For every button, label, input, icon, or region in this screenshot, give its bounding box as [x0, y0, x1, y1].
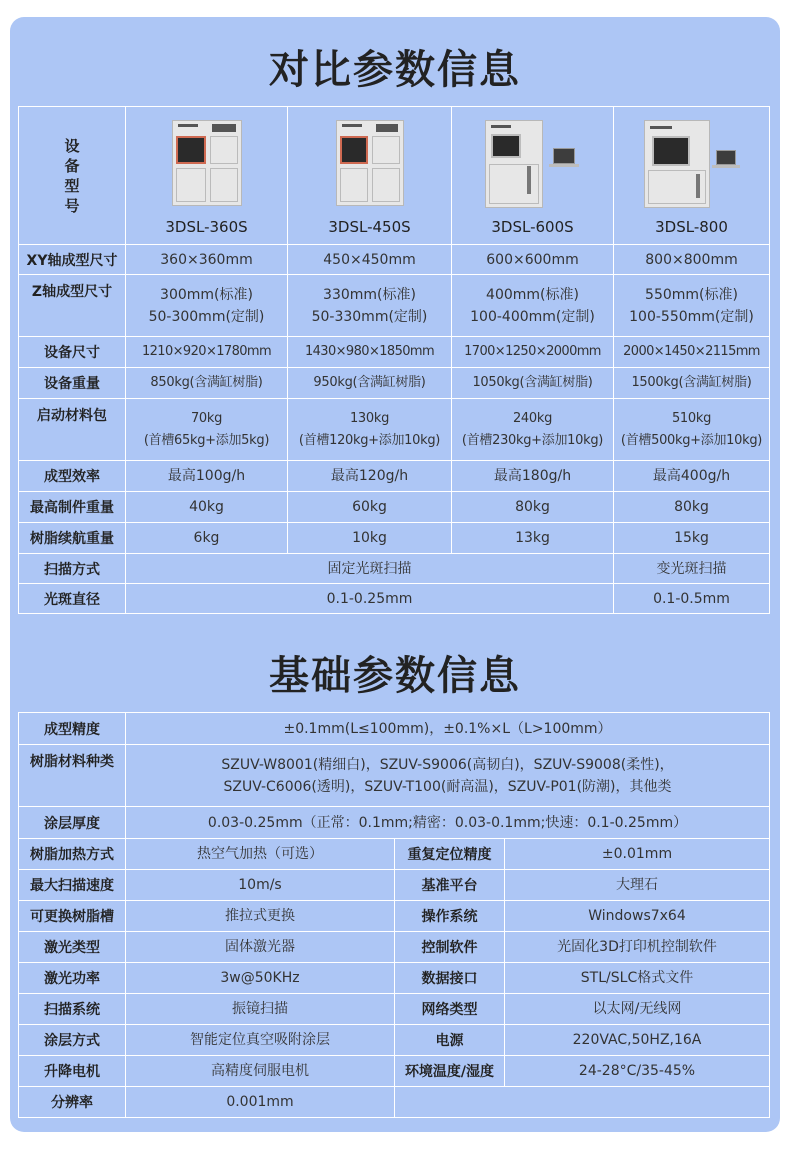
row-value: 0.1-0.25mm [126, 584, 614, 614]
row-label: XY轴成型尺寸 [19, 245, 126, 275]
row-value-line: 550mm(标准) [645, 286, 738, 303]
row-value: 0.001mm [126, 1087, 395, 1118]
model-name: 3DSL-360S [165, 217, 248, 236]
row-value-line: 300mm(标准) [160, 286, 253, 303]
spec-pair-row [19, 963, 770, 994]
row-label: 树脂续航重量 [19, 523, 126, 554]
section-title-basic: 基础参数信息 [269, 653, 521, 699]
row-value-line: 130kg [349, 410, 390, 426]
row-label: 激光类型 [19, 932, 126, 963]
row-value: 0.03-0.25mm（正常：0.1mm;精密：0.03-0.1mm;快速：0.1-0.25mm） [126, 807, 770, 839]
row-value: 最高120g/h [288, 461, 452, 492]
row-label: 扫描方式 [19, 554, 126, 584]
row-value: ±0.01mm [505, 839, 770, 870]
row-label: 可更换树脂槽 [19, 901, 126, 932]
row-value-line: (首槽120kg+添加10kg) [298, 432, 441, 448]
comparison-rows [19, 245, 770, 554]
row-value [614, 275, 770, 337]
row-value-line: (首槽500kg+添加10kg) [620, 432, 763, 448]
row-value-line: (首槽230kg+添加10kg) [461, 432, 604, 448]
row-value: 80kg [614, 492, 770, 523]
model-name: 3DSL-450S [328, 217, 411, 236]
row-value: 850kg(含满缸树脂) [126, 368, 288, 399]
scan-mode-row [19, 554, 770, 584]
row-label: 设备重量 [19, 368, 126, 399]
row-value: 最高180g/h [452, 461, 614, 492]
row-value: 2000×1450×2115mm [614, 337, 770, 368]
layer-row [19, 807, 770, 839]
row-value: 10m/s [126, 870, 395, 901]
row-label: 成型精度 [19, 713, 126, 745]
resolution-row [19, 1087, 770, 1118]
spec-row [19, 368, 770, 399]
row-value: 600×600mm [452, 245, 614, 275]
printer-image [485, 120, 581, 208]
row-label: 基准平台 [395, 870, 505, 901]
spec-pair-row [19, 870, 770, 901]
row-value-line: SZUV-W8001(精细白)，SZUV-S9006(高韧白)，SZUV-S9008(柔性)， [221, 756, 674, 773]
printer-image [336, 120, 404, 206]
row-value: 高精度伺服电机 [126, 1056, 395, 1087]
row-value: 40kg [126, 492, 288, 523]
row-value [288, 399, 452, 461]
row-value: 热空气加热（可选） [126, 839, 395, 870]
row-label: 最大扫描速度 [19, 870, 126, 901]
row-value: 15kg [614, 523, 770, 554]
row-value [126, 745, 770, 807]
model-row [19, 107, 770, 245]
row-label: 控制软件 [395, 932, 505, 963]
spec-row [19, 399, 770, 461]
row-value-line: 70kg [190, 410, 223, 426]
row-label: 扫描系统 [19, 994, 126, 1025]
precision-row [19, 713, 770, 745]
row-value: 1500kg(含满缸树脂) [614, 368, 770, 399]
row-value: 10kg [288, 523, 452, 554]
row-value-line: 50-330mm(定制) [311, 308, 428, 325]
row-value-line: 510kg [671, 410, 712, 426]
row-label: 启动材料包 [19, 399, 126, 461]
printer-image [172, 120, 242, 206]
row-value: 变光斑扫描 [614, 554, 770, 584]
row-value: 大理石 [505, 870, 770, 901]
row-label: 网络类型 [395, 994, 505, 1025]
spec-row [19, 245, 770, 275]
spec-pair-row [19, 901, 770, 932]
row-value: 450×450mm [288, 245, 452, 275]
row-value [288, 275, 452, 337]
row-value: STL/SLC格式文件 [505, 963, 770, 994]
row-value [452, 399, 614, 461]
row-value: 1700×1250×2000mm [452, 337, 614, 368]
row-value [126, 399, 288, 461]
row-label: 涂层厚度 [19, 807, 126, 839]
row-value: 950kg(含满缸树脂) [288, 368, 452, 399]
row-value-line: 50-300mm(定制) [148, 308, 265, 325]
row-value: 80kg [452, 492, 614, 523]
spec-row [19, 337, 770, 368]
row-label: 电源 [395, 1025, 505, 1056]
row-label: 设备尺寸 [19, 337, 126, 368]
row-value-line: 100-400mm(定制) [470, 308, 595, 325]
spec-pair-row [19, 994, 770, 1025]
empty-cell [395, 1087, 770, 1118]
row-value: 智能定位真空吸附涂层 [126, 1025, 395, 1056]
row-value: ±0.1mm(L≤100mm)，±0.1%×L（L>100mm） [126, 713, 770, 745]
model-label-cell [19, 107, 126, 245]
row-value: 光固化3D打印机控制软件 [505, 932, 770, 963]
row-label: Z轴成型尺寸 [19, 275, 126, 337]
row-label: 最高制件重量 [19, 492, 126, 523]
spec-row [19, 275, 770, 337]
pair-rows [19, 839, 770, 1087]
row-value: 1430×980×1850mm [288, 337, 452, 368]
row-value: 3w@50KHz [126, 963, 395, 994]
row-value: 固定光斑扫描 [126, 554, 614, 584]
model-label: 设 备 型 号 [64, 136, 80, 215]
row-value: 以太网/无线网 [505, 994, 770, 1025]
row-value-line: 330mm(标准) [323, 286, 416, 303]
row-value: 60kg [288, 492, 452, 523]
model-cell [288, 107, 452, 245]
row-value: 最高400g/h [614, 461, 770, 492]
row-label: 涂层方式 [19, 1025, 126, 1056]
row-value [614, 399, 770, 461]
row-value: 1050kg(含满缸树脂) [452, 368, 614, 399]
row-value: 220VAC,50HZ,16A [505, 1025, 770, 1056]
row-value: 推拉式更换 [126, 901, 395, 932]
row-value: Windows7x64 [505, 901, 770, 932]
printer-image [644, 120, 740, 208]
model-cell [126, 107, 288, 245]
row-value: 0.1-0.5mm [614, 584, 770, 614]
model-name: 3DSL-800 [655, 217, 728, 236]
row-label: 成型效率 [19, 461, 126, 492]
spec-row [19, 461, 770, 492]
row-value: 最高100g/h [126, 461, 288, 492]
spec-pair-row [19, 839, 770, 870]
row-value: 6kg [126, 523, 288, 554]
spec-pair-row [19, 1056, 770, 1087]
model-cell [452, 107, 614, 245]
spot-diameter-row [19, 584, 770, 614]
spec-pair-row [19, 932, 770, 963]
row-label: 数据接口 [395, 963, 505, 994]
row-label: 树脂材料种类 [19, 745, 126, 807]
row-value-line: 100-550mm(定制) [629, 308, 754, 325]
row-value-line: (首槽65kg+添加5kg) [143, 432, 270, 448]
row-value [126, 275, 288, 337]
resin-types-row [19, 745, 770, 807]
spec-row [19, 523, 770, 554]
comparison-table [18, 106, 770, 614]
basic-table [18, 712, 770, 1118]
row-value: 13kg [452, 523, 614, 554]
row-value: 24-28°C/35-45% [505, 1056, 770, 1087]
row-label: 重复定位精度 [395, 839, 505, 870]
spec-row [19, 492, 770, 523]
row-label: 树脂加热方式 [19, 839, 126, 870]
section-title-comparison: 对比参数信息 [269, 47, 521, 93]
row-value: 800×800mm [614, 245, 770, 275]
row-label: 环境温度/湿度 [395, 1056, 505, 1087]
row-label: 操作系统 [395, 901, 505, 932]
row-label: 激光功率 [19, 963, 126, 994]
spec-pair-row [19, 1025, 770, 1056]
row-label: 光斑直径 [19, 584, 126, 614]
row-value [452, 275, 614, 337]
row-value-line: 400mm(标准) [486, 286, 579, 303]
row-value: 固体激光器 [126, 932, 395, 963]
row-value: 振镜扫描 [126, 994, 395, 1025]
row-label: 分辨率 [19, 1087, 126, 1118]
row-label: 升降电机 [19, 1056, 126, 1087]
model-name: 3DSL-600S [491, 217, 574, 236]
model-cell [614, 107, 770, 245]
row-value-line: SZUV-C6006(透明)，SZUV-T100(耐高温)，SZUV-P01(防潮)，其他类 [223, 778, 672, 795]
row-value-line: 240kg [512, 410, 553, 426]
row-value: 360×360mm [126, 245, 288, 275]
row-value: 1210×920×1780mm [126, 337, 288, 368]
